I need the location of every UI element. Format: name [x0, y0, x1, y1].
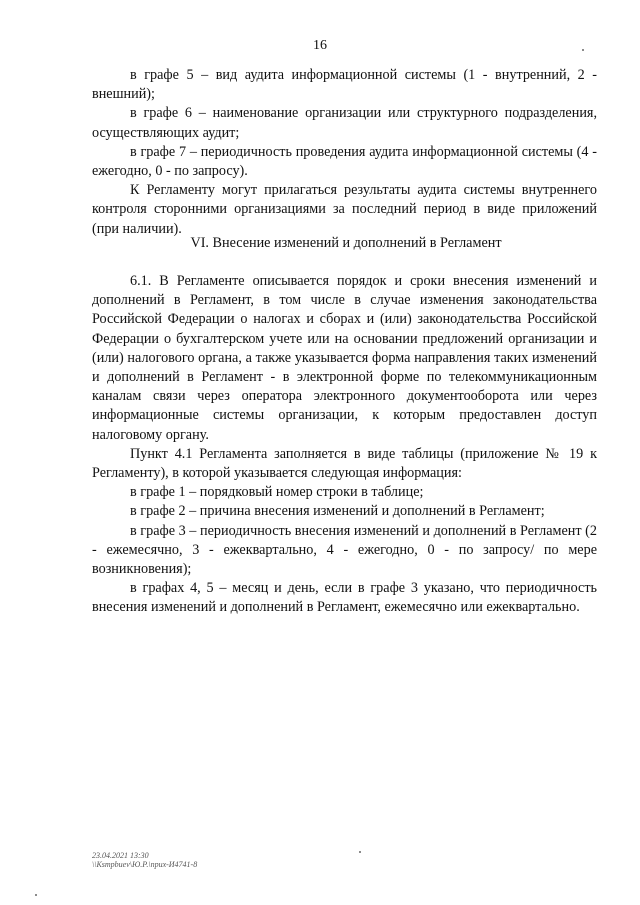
section-heading: VI. Внесение изменений и дополнений в Регламент: [190, 235, 502, 251]
footer-timestamp: 23.04.2021 13:30: [92, 851, 149, 860]
paragraph: в графе 2 – причина внесения изменений и дополнений в Регламент;: [130, 503, 545, 520]
paragraph: К Регламенту могут прилагаться результаты аудита системы внутреннего контроля сторонними организациями за последний период в виде приложений (при наличии).: [92, 182, 597, 237]
page-number: 16: [313, 38, 327, 53]
scan-speck: [35, 894, 37, 896]
paragraph: 6.1. В Регламенте описывается порядок и сроки внесения изменений и дополнений в Регламент, в том числе в случае изменения законодательства Российской Федерации о налогах и сборах и (или) законодательства Российской Федерации о бухгалтерском учете или на основании предложений организации и (или) налогового органа, а также указывается форма направления таких изменений и дополнений в Регламент - в электронной форме по телекоммуникационным каналам связи через оператора электронного документооборота или через информационные системы организации, к которым предоставлен доступ налоговому органу.: [92, 273, 597, 443]
paragraph: в графе 1 – порядковый номер строки в таблице;: [130, 484, 424, 501]
paragraph: в графе 5 – вид аудита информационной системы (1 - внутренний, 2 - внешний);: [92, 67, 597, 103]
footer-filepath: \\Ksmpbuev\Ю.Р.\приx-И4741-8: [92, 860, 198, 869]
paragraph: в графе 3 – периодичность внесения изменений и дополнений в Регламент (2 - ежемесячно, 3 - ежеквартально, 4 - ежегодно, 0 - по запросу/ по мере возникновения);: [92, 522, 597, 578]
paragraph: Пункт 4.1 Регламента заполняется в виде таблицы (приложение № 19 к Регламенту), в которой указывается следующая информация:: [92, 445, 597, 482]
scan-speck: [359, 851, 361, 853]
paragraph: в графе 6 – наименование организации или структурного подразделения, осуществляющих аудит;: [92, 105, 597, 141]
paragraph: в графе 7 – периодичность проведения аудита информационной системы (4 - ежегодно, 0 - по запросу).: [92, 143, 597, 180]
file-footer: [92, 851, 197, 869]
body-text-block-2: [92, 272, 597, 618]
body-text-block-1: [92, 66, 597, 239]
paragraph: в графах 4, 5 – месяц и день, если в графе 3 указано, что периодичность внесения изменений и дополнений в Регламент, ежемесячно или ежеквартально.: [92, 580, 597, 616]
scan-speck: [582, 49, 584, 51]
